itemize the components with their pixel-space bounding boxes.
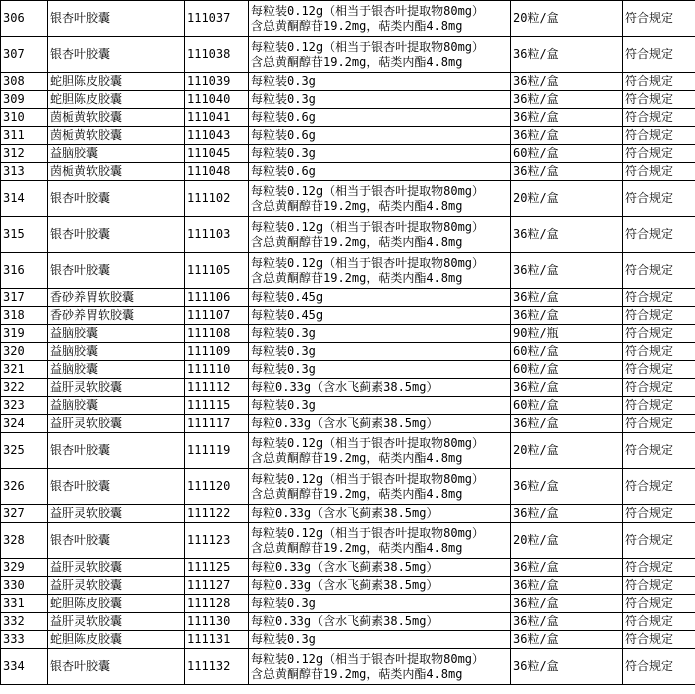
product-name-cell: 益脑胶囊: [48, 325, 185, 343]
batch-code-cell: 111110: [185, 361, 249, 379]
row-number-cell: 315: [1, 217, 48, 253]
table-row: [1, 109, 695, 127]
specification-line: 每粒装0.3g: [251, 326, 316, 340]
row-number-cell: 318: [1, 307, 48, 325]
batch-code-cell: 111043: [185, 127, 249, 145]
table-row: [1, 595, 695, 613]
specification-cell: [249, 253, 511, 289]
product-name-cell: 益肝灵软胶囊: [48, 415, 185, 433]
table-row: [1, 613, 695, 631]
table-row: [1, 307, 695, 325]
package-cell: 90粒/瓶: [511, 325, 623, 343]
table-body: [1, 1, 695, 685]
product-name-cell: 银杏叶胶囊: [48, 181, 185, 217]
specification-line: 含总黄酮醇苷19.2mg，萜类内酯4.8mg: [251, 450, 463, 465]
specification-cell: [249, 595, 511, 613]
specification-line: 每粒装0.12g（相当于银杏叶提取物80mg）: [251, 39, 485, 54]
product-name-cell: 益肝灵软胶囊: [48, 577, 185, 595]
package-cell: 36粒/盒: [511, 163, 623, 181]
package-cell: 36粒/盒: [511, 595, 623, 613]
batch-code-cell: 111130: [185, 613, 249, 631]
package-cell: 36粒/盒: [511, 307, 623, 325]
specification-line: 每粒0.33g（含水飞蓟素38.5mg）: [251, 560, 439, 574]
specification-line: 每粒0.33g（含水飞蓟素38.5mg）: [251, 380, 439, 394]
product-name-cell: 香砂养胃软胶囊: [48, 307, 185, 325]
specification-cell: [249, 1, 511, 37]
batch-code-cell: 111048: [185, 163, 249, 181]
row-number-cell: 307: [1, 37, 48, 73]
specification-line: 每粒0.33g（含水飞蓟素38.5mg）: [251, 614, 439, 628]
package-cell: 36粒/盒: [511, 613, 623, 631]
specification-cell: [249, 469, 511, 505]
product-name-cell: 蛇胆陈皮胶囊: [48, 631, 185, 649]
row-number-cell: 322: [1, 379, 48, 397]
table-row: [1, 523, 695, 559]
product-name-cell: 益肝灵软胶囊: [48, 505, 185, 523]
result-cell: 符合规定: [623, 415, 695, 433]
row-number-cell: 330: [1, 577, 48, 595]
result-cell: 符合规定: [623, 109, 695, 127]
result-cell: 符合规定: [623, 559, 695, 577]
specification-line: 每粒装0.3g: [251, 74, 316, 88]
row-number-cell: 311: [1, 127, 48, 145]
table-row: [1, 577, 695, 595]
product-name-cell: 茵栀黄软胶囊: [48, 163, 185, 181]
specification-cell: [249, 559, 511, 577]
batch-code-cell: 111109: [185, 343, 249, 361]
product-name-cell: 银杏叶胶囊: [48, 469, 185, 505]
specification-cell: [249, 307, 511, 325]
specification-line: 每粒0.33g（含水飞蓟素38.5mg）: [251, 506, 439, 520]
row-number-cell: 334: [1, 649, 48, 685]
batch-code-cell: 111131: [185, 631, 249, 649]
batch-code-cell: 111105: [185, 253, 249, 289]
specification-line: 每粒装0.6g: [251, 128, 316, 142]
specification-line: 每粒装0.6g: [251, 164, 316, 178]
result-cell: 符合规定: [623, 433, 695, 469]
result-cell: 符合规定: [623, 361, 695, 379]
batch-code-cell: 111120: [185, 469, 249, 505]
result-cell: 符合规定: [623, 217, 695, 253]
batch-code-cell: 111117: [185, 415, 249, 433]
specification-line: 每粒装0.12g（相当于银杏叶提取物80mg）: [251, 471, 485, 486]
batch-code-cell: 111115: [185, 397, 249, 415]
result-cell: 符合规定: [623, 577, 695, 595]
table-row: [1, 649, 695, 685]
specification-cell: [249, 397, 511, 415]
product-name-cell: 益脑胶囊: [48, 145, 185, 163]
package-cell: 36粒/盒: [511, 649, 623, 685]
specification-cell: [249, 73, 511, 91]
package-cell: 36粒/盒: [511, 289, 623, 307]
table-row: [1, 361, 695, 379]
result-cell: 符合规定: [623, 379, 695, 397]
package-cell: 36粒/盒: [511, 91, 623, 109]
table-row: [1, 469, 695, 505]
specification-cell: [249, 325, 511, 343]
row-number-cell: 308: [1, 73, 48, 91]
product-name-cell: 茵栀黄软胶囊: [48, 127, 185, 145]
row-number-cell: 310: [1, 109, 48, 127]
package-cell: 60粒/盒: [511, 343, 623, 361]
result-cell: 符合规定: [623, 181, 695, 217]
result-cell: 符合规定: [623, 127, 695, 145]
row-number-cell: 317: [1, 289, 48, 307]
specification-cell: [249, 37, 511, 73]
row-number-cell: 324: [1, 415, 48, 433]
specification-cell: [249, 127, 511, 145]
specification-line: 每粒装0.45g: [251, 290, 324, 304]
package-cell: 36粒/盒: [511, 127, 623, 145]
table-row: [1, 181, 695, 217]
batch-code-cell: 111103: [185, 217, 249, 253]
result-cell: 符合规定: [623, 73, 695, 91]
table-row: [1, 91, 695, 109]
product-name-cell: 益脑胶囊: [48, 361, 185, 379]
specification-cell: [249, 145, 511, 163]
product-name-cell: 益脑胶囊: [48, 343, 185, 361]
package-cell: 36粒/盒: [511, 217, 623, 253]
specification-cell: [249, 109, 511, 127]
package-cell: 60粒/盒: [511, 361, 623, 379]
specification-cell: [249, 505, 511, 523]
table-row: [1, 217, 695, 253]
result-cell: 符合规定: [623, 307, 695, 325]
package-cell: 36粒/盒: [511, 37, 623, 73]
batch-code-cell: 111127: [185, 577, 249, 595]
result-cell: 符合规定: [623, 343, 695, 361]
product-name-cell: 银杏叶胶囊: [48, 433, 185, 469]
row-number-cell: 314: [1, 181, 48, 217]
result-cell: 符合规定: [623, 469, 695, 505]
result-cell: 符合规定: [623, 1, 695, 37]
package-cell: 36粒/盒: [511, 577, 623, 595]
specification-line: 每粒装0.45g: [251, 308, 324, 322]
row-number-cell: 316: [1, 253, 48, 289]
specification-cell: [249, 379, 511, 397]
table-row: [1, 289, 695, 307]
package-cell: 60粒/盒: [511, 145, 623, 163]
table-row: [1, 505, 695, 523]
batch-code-cell: 111128: [185, 595, 249, 613]
product-name-cell: 蛇胆陈皮胶囊: [48, 595, 185, 613]
package-cell: 36粒/盒: [511, 469, 623, 505]
specification-line: 含总黄酮醇苷19.2mg，萜类内酯4.8mg: [251, 54, 463, 69]
table-row: [1, 397, 695, 415]
result-cell: 符合规定: [623, 397, 695, 415]
table-row: [1, 379, 695, 397]
result-cell: 符合规定: [623, 325, 695, 343]
row-number-cell: 326: [1, 469, 48, 505]
package-cell: 36粒/盒: [511, 631, 623, 649]
specification-cell: [249, 631, 511, 649]
specification-cell: [249, 577, 511, 595]
specification-cell: [249, 163, 511, 181]
package-cell: 20粒/盒: [511, 433, 623, 469]
batch-code-cell: 111106: [185, 289, 249, 307]
batch-code-cell: 111132: [185, 649, 249, 685]
product-name-cell: 蛇胆陈皮胶囊: [48, 73, 185, 91]
package-cell: 36粒/盒: [511, 415, 623, 433]
specification-cell: [249, 181, 511, 217]
product-name-cell: 茵栀黄软胶囊: [48, 109, 185, 127]
row-number-cell: 321: [1, 361, 48, 379]
product-name-cell: 香砂养胃软胶囊: [48, 289, 185, 307]
row-number-cell: 323: [1, 397, 48, 415]
specification-line: 每粒装0.3g: [251, 344, 316, 358]
package-cell: 36粒/盒: [511, 253, 623, 289]
product-name-cell: 银杏叶胶囊: [48, 253, 185, 289]
table-row: [1, 253, 695, 289]
table-row: [1, 127, 695, 145]
specification-cell: [249, 433, 511, 469]
specification-line: 含总黄酮醇苷19.2mg，萜类内酯4.8mg: [251, 18, 463, 33]
result-cell: 符合规定: [623, 145, 695, 163]
batch-code-cell: 111123: [185, 523, 249, 559]
batch-code-cell: 111108: [185, 325, 249, 343]
batch-code-cell: 111038: [185, 37, 249, 73]
package-cell: 20粒/盒: [511, 523, 623, 559]
product-name-cell: 益肝灵软胶囊: [48, 379, 185, 397]
specification-line: 每粒装0.12g（相当于银杏叶提取物80mg）: [251, 183, 485, 198]
table-row: [1, 433, 695, 469]
specification-line: 每粒装0.12g（相当于银杏叶提取物80mg）: [251, 435, 485, 450]
specification-cell: [249, 91, 511, 109]
row-number-cell: 312: [1, 145, 48, 163]
product-name-cell: 银杏叶胶囊: [48, 649, 185, 685]
package-cell: 36粒/盒: [511, 379, 623, 397]
package-cell: 36粒/盒: [511, 505, 623, 523]
specification-line: 每粒装0.3g: [251, 146, 316, 160]
package-cell: 20粒/盒: [511, 1, 623, 37]
row-number-cell: 328: [1, 523, 48, 559]
specification-cell: [249, 649, 511, 685]
batch-code-cell: 111107: [185, 307, 249, 325]
specification-cell: [249, 217, 511, 253]
table-row: [1, 73, 695, 91]
package-cell: 60粒/盒: [511, 397, 623, 415]
specification-cell: [249, 523, 511, 559]
package-cell: 36粒/盒: [511, 559, 623, 577]
product-name-cell: 益肝灵软胶囊: [48, 559, 185, 577]
product-name-cell: 银杏叶胶囊: [48, 37, 185, 73]
specification-line: 每粒装0.12g（相当于银杏叶提取物80mg）: [251, 219, 485, 234]
table-row: [1, 325, 695, 343]
batch-code-cell: 111039: [185, 73, 249, 91]
specification-line: 每粒装0.3g: [251, 632, 316, 646]
package-cell: 36粒/盒: [511, 109, 623, 127]
row-number-cell: 320: [1, 343, 48, 361]
specification-line: 每粒装0.12g（相当于银杏叶提取物80mg）: [251, 255, 485, 270]
batch-code-cell: 111040: [185, 91, 249, 109]
batch-code-cell: 111102: [185, 181, 249, 217]
table-row: [1, 415, 695, 433]
specification-line: 每粒装0.12g（相当于银杏叶提取物80mg）: [251, 651, 485, 666]
specification-line: 每粒装0.12g（相当于银杏叶提取物80mg）: [251, 3, 485, 18]
specification-cell: [249, 415, 511, 433]
specification-line: 含总黄酮醇苷19.2mg，萜类内酯4.8mg: [251, 666, 463, 681]
result-cell: 符合规定: [623, 289, 695, 307]
specification-cell: [249, 289, 511, 307]
row-number-cell: 306: [1, 1, 48, 37]
result-cell: 符合规定: [623, 523, 695, 559]
result-cell: 符合规定: [623, 37, 695, 73]
batch-code-cell: 111041: [185, 109, 249, 127]
specification-line: 每粒装0.12g（相当于银杏叶提取物80mg）: [251, 525, 485, 540]
product-name-cell: 银杏叶胶囊: [48, 1, 185, 37]
specification-cell: [249, 343, 511, 361]
row-number-cell: 333: [1, 631, 48, 649]
specification-line: 含总黄酮醇苷19.2mg，萜类内酯4.8mg: [251, 270, 463, 285]
specification-cell: [249, 361, 511, 379]
product-name-cell: 银杏叶胶囊: [48, 523, 185, 559]
batch-code-cell: 111112: [185, 379, 249, 397]
table-row: [1, 1, 695, 37]
row-number-cell: 327: [1, 505, 48, 523]
specification-line: 每粒0.33g（含水飞蓟素38.5mg）: [251, 578, 439, 592]
table-row: [1, 631, 695, 649]
result-cell: 符合规定: [623, 613, 695, 631]
specification-line: 含总黄酮醇苷19.2mg，萜类内酯4.8mg: [251, 486, 463, 501]
result-cell: 符合规定: [623, 505, 695, 523]
result-cell: 符合规定: [623, 253, 695, 289]
row-number-cell: 332: [1, 613, 48, 631]
product-name-cell: 益脑胶囊: [48, 397, 185, 415]
row-number-cell: 313: [1, 163, 48, 181]
table-row: [1, 343, 695, 361]
specification-line: 每粒装0.3g: [251, 92, 316, 106]
product-name-cell: 蛇胆陈皮胶囊: [48, 91, 185, 109]
package-cell: 36粒/盒: [511, 73, 623, 91]
table-row: [1, 163, 695, 181]
row-number-cell: 329: [1, 559, 48, 577]
specification-cell: [249, 613, 511, 631]
specification-line: 每粒装0.6g: [251, 110, 316, 124]
result-cell: 符合规定: [623, 631, 695, 649]
table-row: [1, 37, 695, 73]
result-cell: 符合规定: [623, 649, 695, 685]
specification-line: 每粒装0.3g: [251, 362, 316, 376]
table-row: [1, 559, 695, 577]
specification-line: 每粒装0.3g: [251, 596, 316, 610]
specification-line: 含总黄酮醇苷19.2mg，萜类内酯4.8mg: [251, 234, 463, 249]
batch-code-cell: 111037: [185, 1, 249, 37]
table-row: [1, 145, 695, 163]
result-cell: 符合规定: [623, 91, 695, 109]
specification-line: 含总黄酮醇苷19.2mg，萜类内酯4.8mg: [251, 540, 463, 555]
batch-code-cell: 111119: [185, 433, 249, 469]
batch-code-cell: 111045: [185, 145, 249, 163]
row-number-cell: 331: [1, 595, 48, 613]
specification-line: 每粒装0.3g: [251, 398, 316, 412]
package-cell: 20粒/盒: [511, 181, 623, 217]
result-cell: 符合规定: [623, 163, 695, 181]
specification-line: 每粒0.33g（含水飞蓟素38.5mg）: [251, 416, 439, 430]
product-name-cell: 银杏叶胶囊: [48, 217, 185, 253]
batch-code-cell: 111122: [185, 505, 249, 523]
row-number-cell: 309: [1, 91, 48, 109]
batch-code-cell: 111125: [185, 559, 249, 577]
row-number-cell: 325: [1, 433, 48, 469]
product-name-cell: 益肝灵软胶囊: [48, 613, 185, 631]
row-number-cell: 319: [1, 325, 48, 343]
result-cell: 符合规定: [623, 595, 695, 613]
specification-line: 含总黄酮醇苷19.2mg，萜类内酯4.8mg: [251, 198, 463, 213]
